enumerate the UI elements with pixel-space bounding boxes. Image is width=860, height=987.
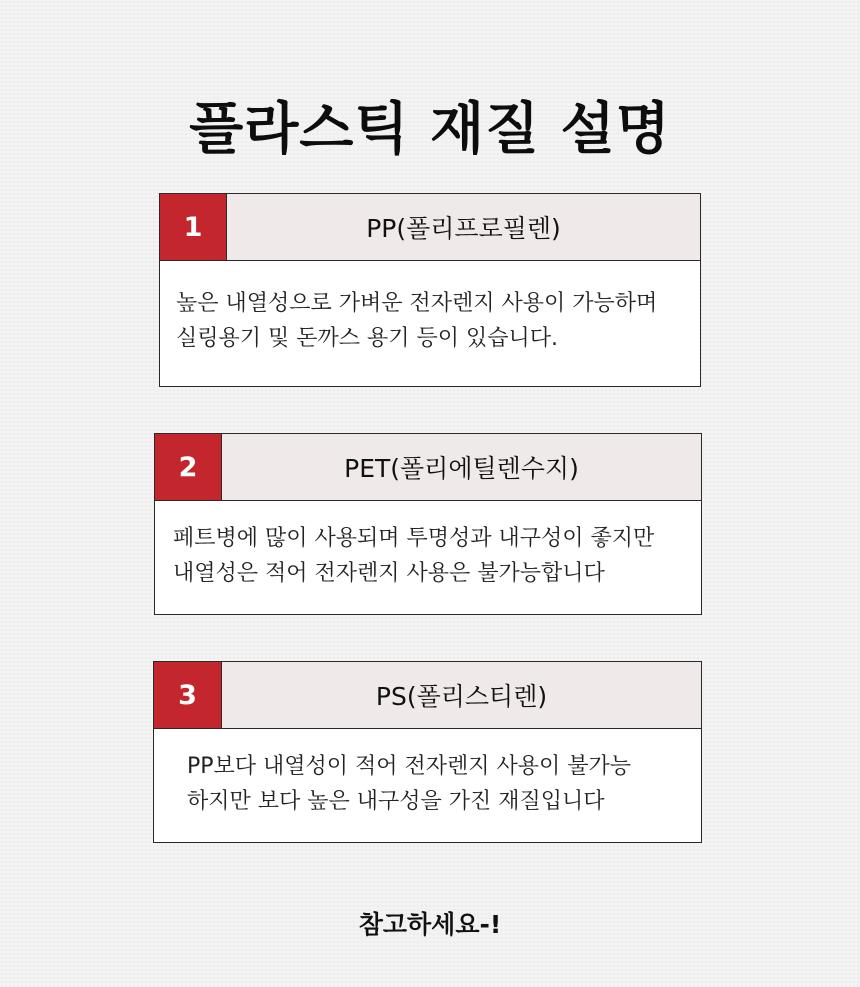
card-header	[155, 434, 701, 501]
card-number-badge: 2	[155, 434, 222, 500]
material-card-pp	[159, 193, 701, 387]
material-card-ps	[153, 661, 702, 843]
card-number-badge: 3	[154, 662, 222, 728]
card-description	[155, 501, 701, 591]
card-description	[160, 261, 700, 356]
description-line: 실링용기 및 돈까스 용기 등이 있습니다.	[176, 326, 558, 352]
card-number-badge: 1	[160, 194, 227, 260]
description-line: 하지만 보다 높은 내구성을 가진 재질입니다	[187, 789, 605, 815]
card-header	[154, 662, 701, 729]
card-description	[154, 729, 701, 819]
description-line: 내열성은 적어 전자렌지 사용은 불가능합니다	[173, 561, 605, 587]
page-title: 플라스틱 재질 설명	[189, 96, 671, 162]
description-line: 페트병에 많이 사용되며 투명성과 내구성이 좋지만	[173, 526, 655, 551]
card-header	[160, 194, 700, 261]
card-title: PS(폴리스티렌)	[375, 682, 548, 711]
description-line: 높은 내열성으로 가벼운 전자렌지 사용이 가능하며	[176, 291, 658, 316]
material-card-pet	[154, 433, 702, 615]
description-line: PP보다 내열성이 적어 전자렌지 사용이 불가능	[187, 754, 632, 779]
footer-note: 참고하세요-!	[358, 910, 502, 939]
card-title: PET(폴리에틸렌수지)	[344, 454, 579, 483]
card-title: PP(폴리프로필렌)	[366, 214, 561, 243]
